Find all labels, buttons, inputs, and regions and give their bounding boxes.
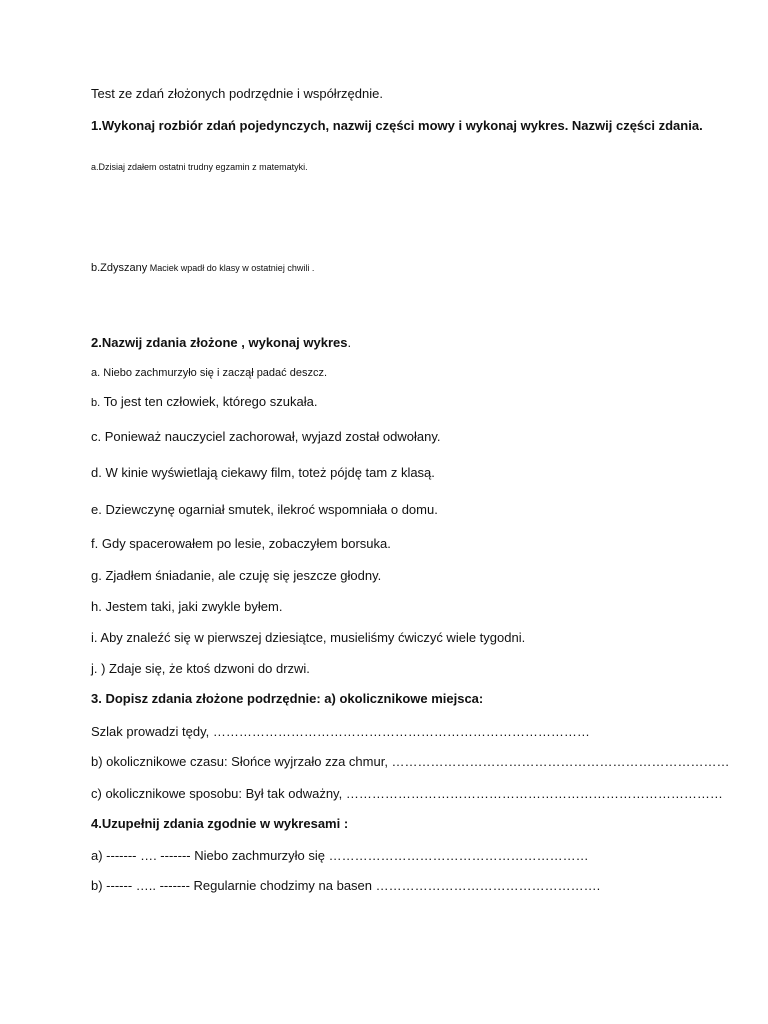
task2-heading [91, 335, 351, 351]
task2-item-label: g. [91, 568, 102, 583]
task2-item-text: W kinie wyświetlają ciekawy film, toteż pójdę tam z klasą. [101, 465, 435, 480]
task2-item-label: h. [91, 599, 102, 614]
worksheet-title: Test ze zdań złożonych podrzędnie i współrzędnie. [91, 86, 383, 101]
task1-heading: 1.Wykonaj rozbiór zdań pojedynczych, nazwij części mowy i wykonaj wykres. Nazwij części zdania. [91, 118, 703, 133]
task2-item-text: Dziewczynę ogarniał smutek, ilekroć wspomniała o domu. [101, 502, 438, 517]
task1-sentence-b-rest: Maciek wpadł do klasy w ostatniej chwili . [147, 263, 315, 273]
task2-item-text: Niebo zachmurzyło się i zaczął padać deszcz. [100, 367, 328, 379]
task3-line-b: b) okolicznikowe czasu: Słońce wyjrzało zza chmur, …………………………………………………………………… [91, 754, 730, 769]
task2-item-label: d. [91, 465, 102, 480]
task2-item-f [91, 536, 391, 552]
task2-item-label: i. [91, 630, 98, 645]
task2-item-text: ) Zdaje się, że ktoś dzwoni do drzwi. [97, 661, 310, 676]
task2-item-text: Zjadłem śniadanie, ale czuję się jeszcze głodny. [101, 568, 382, 583]
task2-item-label: c. [91, 429, 102, 444]
task2-item-label: b. [91, 397, 101, 409]
task2-item-label: a. [91, 367, 101, 379]
task2-item-e [91, 502, 438, 518]
task2-item-h [91, 599, 282, 615]
task2-item-a [91, 366, 327, 380]
task1-sentence-a: a.Dzisiaj zdałem ostatni trudny egzamin z matematyki. [91, 162, 308, 172]
task1-sentence-b-prefix: b.Zdyszany [91, 262, 148, 274]
task2-item-text: Jestem taki, jaki zwykle byłem. [101, 599, 283, 614]
task2-item-text: Ponieważ nauczyciel zachorował, wyjazd został odwołany. [101, 429, 441, 444]
task2-item-b [91, 394, 317, 410]
task1-sentence-b [91, 259, 314, 275]
task4-line-a: a) ------- …. ------- Niebo zachmurzyło się …………………………………………………… [91, 848, 589, 863]
task4-line-b: b) ------ ….. ------- Regularnie chodzimy na basen ……………………………………………. [91, 878, 601, 893]
task2-item-label: f. [91, 536, 99, 551]
task3-line-c: c) okolicznikowe sposobu: Był tak odważny, …………………………………………………………………………… [91, 786, 723, 801]
task2-item-label: e. [91, 502, 102, 517]
task2-item-c [91, 429, 441, 445]
task3-line-a: Szlak prowadzi tędy, …………………………………………………………………………… [91, 724, 590, 739]
task2-item-j [91, 661, 310, 677]
task2-item-i [91, 630, 525, 646]
task3-heading: 3. Dopisz zdania złożone podrzędnie: a) okolicznikowe miejsca: [91, 691, 484, 706]
task2-item-text: To jest ten człowiek, którego szukała. [100, 394, 318, 409]
task2-item-text: Gdy spacerowałem po lesie, zobaczyłem borsuka. [98, 536, 391, 551]
task2-heading-text: 2.Nazwij zdania złożone , wykonaj wykres [91, 335, 348, 350]
task4-heading: 4.Uzupełnij zdania zgodnie w wykresami : [91, 816, 349, 831]
task2-item-g [91, 568, 381, 584]
task2-item-d [91, 465, 435, 481]
task2-item-label: j. [91, 661, 98, 676]
task2-heading-dot: . [347, 335, 352, 350]
task2-item-text: Aby znaleźć się w pierwszej dziesiątce, musieliśmy ćwiczyć wiele tygodni. [97, 630, 526, 645]
